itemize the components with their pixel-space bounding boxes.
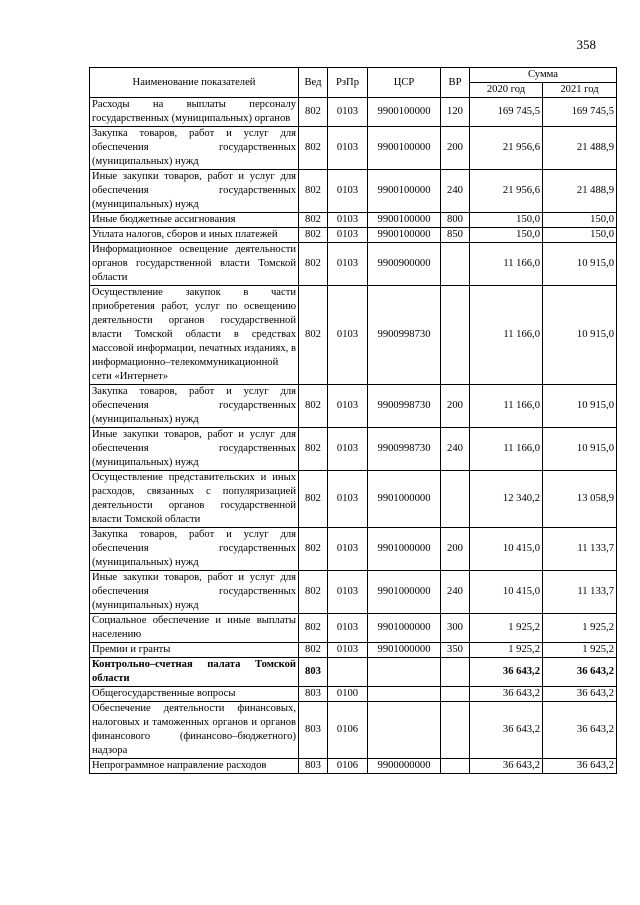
row-vr: 300 bbox=[441, 614, 470, 643]
row-sum-2021: 1 925,2 bbox=[543, 643, 617, 658]
table-row bbox=[90, 759, 617, 774]
row-sum-2021: 11 133,7 bbox=[543, 528, 617, 571]
row-vr: 200 bbox=[441, 385, 470, 428]
row-sum-2021: 36 643,2 bbox=[543, 658, 617, 687]
row-sum-2021: 21 488,9 bbox=[543, 170, 617, 213]
row-csr: 9900998730 bbox=[368, 286, 441, 385]
row-sum-2020: 36 643,2 bbox=[470, 759, 543, 774]
row-csr: 9900100000 bbox=[368, 213, 441, 228]
table-header-row bbox=[90, 68, 617, 83]
row-sum-2021: 36 643,2 bbox=[543, 687, 617, 702]
row-ved: 802 bbox=[299, 428, 328, 471]
header-ved: Вед bbox=[299, 68, 328, 98]
row-name: Закупка товаров, работ и услуг для обеспечения государственных (муниципальных) нужд bbox=[90, 528, 299, 571]
row-name: Социальное обеспечение и иные выплаты населению bbox=[90, 614, 299, 643]
table-row bbox=[90, 228, 617, 243]
header-2020: 2020 год bbox=[470, 83, 543, 98]
table-body bbox=[90, 98, 617, 774]
row-rzpr: 0103 bbox=[328, 213, 368, 228]
row-csr: 9901000000 bbox=[368, 471, 441, 528]
row-csr: 9900100000 bbox=[368, 170, 441, 213]
row-ved: 802 bbox=[299, 170, 328, 213]
table-row bbox=[90, 687, 617, 702]
row-name: Контрольно–счетная палата Томской области bbox=[90, 658, 299, 687]
row-rzpr: 0103 bbox=[328, 170, 368, 213]
row-vr: 850 bbox=[441, 228, 470, 243]
row-name: Закупка товаров, работ и услуг для обеспечения государственных (муниципальных) нужд bbox=[90, 385, 299, 428]
row-vr bbox=[441, 286, 470, 385]
row-sum-2020: 1 925,2 bbox=[470, 614, 543, 643]
table-row bbox=[90, 643, 617, 658]
budget-table bbox=[89, 67, 617, 774]
row-sum-2020: 36 643,2 bbox=[470, 687, 543, 702]
row-vr bbox=[441, 702, 470, 759]
header-rzpr: РзПр bbox=[328, 68, 368, 98]
row-sum-2021: 1 925,2 bbox=[543, 614, 617, 643]
row-sum-2021: 13 058,9 bbox=[543, 471, 617, 528]
row-rzpr: 0103 bbox=[328, 127, 368, 170]
row-vr: 120 bbox=[441, 98, 470, 127]
row-sum-2021: 36 643,2 bbox=[543, 759, 617, 774]
row-ved: 802 bbox=[299, 127, 328, 170]
row-sum-2020: 36 643,2 bbox=[470, 658, 543, 687]
table-row bbox=[90, 170, 617, 213]
row-name: Иные закупки товаров, работ и услуг для обеспечения государственных (муниципальных) нужд bbox=[90, 571, 299, 614]
row-rzpr: 0106 bbox=[328, 759, 368, 774]
row-sum-2020: 11 166,0 bbox=[470, 286, 543, 385]
row-ved: 803 bbox=[299, 658, 328, 687]
row-vr bbox=[441, 687, 470, 702]
row-csr: 9901000000 bbox=[368, 614, 441, 643]
row-vr: 240 bbox=[441, 428, 470, 471]
row-rzpr: 0103 bbox=[328, 228, 368, 243]
row-name: Иные бюджетные ассигнования bbox=[90, 213, 299, 228]
row-rzpr bbox=[328, 658, 368, 687]
row-ved: 802 bbox=[299, 471, 328, 528]
table-row bbox=[90, 528, 617, 571]
row-rzpr: 0103 bbox=[328, 471, 368, 528]
row-vr bbox=[441, 759, 470, 774]
row-sum-2021: 10 915,0 bbox=[543, 286, 617, 385]
table-row bbox=[90, 658, 617, 687]
row-ved: 803 bbox=[299, 702, 328, 759]
row-name: Премии и гранты bbox=[90, 643, 299, 658]
row-vr: 240 bbox=[441, 571, 470, 614]
table-row bbox=[90, 428, 617, 471]
row-sum-2020: 10 415,0 bbox=[470, 571, 543, 614]
row-vr bbox=[441, 658, 470, 687]
row-ved: 802 bbox=[299, 98, 328, 127]
row-csr: 9900100000 bbox=[368, 228, 441, 243]
row-csr: 9901000000 bbox=[368, 571, 441, 614]
row-vr bbox=[441, 471, 470, 528]
row-rzpr: 0103 bbox=[328, 286, 368, 385]
row-sum-2021: 10 915,0 bbox=[543, 385, 617, 428]
row-vr: 350 bbox=[441, 643, 470, 658]
row-sum-2020: 36 643,2 bbox=[470, 702, 543, 759]
row-csr bbox=[368, 687, 441, 702]
row-csr: 9901000000 bbox=[368, 528, 441, 571]
row-sum-2020: 150,0 bbox=[470, 213, 543, 228]
row-sum-2021: 21 488,9 bbox=[543, 127, 617, 170]
row-csr bbox=[368, 702, 441, 759]
table-row bbox=[90, 702, 617, 759]
row-rzpr: 0103 bbox=[328, 614, 368, 643]
row-rzpr: 0103 bbox=[328, 643, 368, 658]
row-ved: 802 bbox=[299, 614, 328, 643]
header-sum: Сумма bbox=[470, 68, 617, 83]
row-sum-2021: 10 915,0 bbox=[543, 243, 617, 286]
row-sum-2020: 21 956,6 bbox=[470, 170, 543, 213]
header-vr: ВР bbox=[441, 68, 470, 98]
row-csr: 9900900000 bbox=[368, 243, 441, 286]
row-rzpr: 0103 bbox=[328, 528, 368, 571]
row-csr: 9900100000 bbox=[368, 98, 441, 127]
row-rzpr: 0103 bbox=[328, 428, 368, 471]
row-rzpr: 0103 bbox=[328, 98, 368, 127]
row-sum-2020: 21 956,6 bbox=[470, 127, 543, 170]
table-row bbox=[90, 213, 617, 228]
row-sum-2021: 36 643,2 bbox=[543, 702, 617, 759]
row-vr: 240 bbox=[441, 170, 470, 213]
row-csr: 9901000000 bbox=[368, 643, 441, 658]
row-csr: 9900998730 bbox=[368, 428, 441, 471]
row-ved: 802 bbox=[299, 243, 328, 286]
row-sum-2020: 12 340,2 bbox=[470, 471, 543, 528]
table-row bbox=[90, 98, 617, 127]
row-csr: 9900998730 bbox=[368, 385, 441, 428]
row-name: Уплата налогов, сборов и иных платежей bbox=[90, 228, 299, 243]
page-number: 358 bbox=[576, 37, 596, 52]
row-name: Информационное освещение деятельности органов государственной власти Томской области bbox=[90, 243, 299, 286]
header-csr: ЦСР bbox=[368, 68, 441, 98]
header-2021: 2021 год bbox=[543, 83, 617, 98]
row-ved: 803 bbox=[299, 759, 328, 774]
table-row bbox=[90, 385, 617, 428]
row-vr: 200 bbox=[441, 528, 470, 571]
row-name: Непрограммное направление расходов bbox=[90, 759, 299, 774]
row-rzpr: 0103 bbox=[328, 243, 368, 286]
table-row bbox=[90, 614, 617, 643]
row-ved: 802 bbox=[299, 571, 328, 614]
row-csr bbox=[368, 658, 441, 687]
row-name: Осуществление закупок в части приобретения работ, услуг по освещению деятельности органов государственной власти Томской области в средствах массовой информации, печатных изданиях, в информационно–телекоммуникационной сети «Интернет» bbox=[90, 286, 299, 385]
row-sum-2021: 11 133,7 bbox=[543, 571, 617, 614]
row-ved: 803 bbox=[299, 687, 328, 702]
row-sum-2021: 150,0 bbox=[543, 213, 617, 228]
row-sum-2020: 169 745,5 bbox=[470, 98, 543, 127]
row-csr: 9900100000 bbox=[368, 127, 441, 170]
row-name: Осуществление представительских и иных расходов, связанных с популяризацией деятельности органов государственной власти Томской области bbox=[90, 471, 299, 528]
row-ved: 802 bbox=[299, 643, 328, 658]
row-sum-2020: 11 166,0 bbox=[470, 428, 543, 471]
row-sum-2021: 10 915,0 bbox=[543, 428, 617, 471]
row-sum-2020: 11 166,0 bbox=[470, 243, 543, 286]
row-ved: 802 bbox=[299, 228, 328, 243]
row-sum-2021: 169 745,5 bbox=[543, 98, 617, 127]
row-name: Иные закупки товаров, работ и услуг для обеспечения государственных (муниципальных) нужд bbox=[90, 170, 299, 213]
row-ved: 802 bbox=[299, 213, 328, 228]
row-sum-2020: 150,0 bbox=[470, 228, 543, 243]
row-rzpr: 0106 bbox=[328, 702, 368, 759]
row-rzpr: 0103 bbox=[328, 385, 368, 428]
row-sum-2020: 1 925,2 bbox=[470, 643, 543, 658]
row-rzpr: 0100 bbox=[328, 687, 368, 702]
table-row bbox=[90, 571, 617, 614]
row-sum-2020: 11 166,0 bbox=[470, 385, 543, 428]
table-row bbox=[90, 127, 617, 170]
header-name: Наименование показателей bbox=[90, 68, 299, 98]
row-ved: 802 bbox=[299, 286, 328, 385]
row-name: Общегосударственные вопросы bbox=[90, 687, 299, 702]
table-row bbox=[90, 286, 617, 385]
row-vr: 200 bbox=[441, 127, 470, 170]
row-vr: 800 bbox=[441, 213, 470, 228]
row-sum-2020: 10 415,0 bbox=[470, 528, 543, 571]
row-ved: 802 bbox=[299, 528, 328, 571]
table-row bbox=[90, 471, 617, 528]
row-name: Расходы на выплаты персоналу государственных (муниципальных) органов bbox=[90, 98, 299, 127]
row-vr bbox=[441, 243, 470, 286]
row-name: Иные закупки товаров, работ и услуг для обеспечения государственных (муниципальных) нужд bbox=[90, 428, 299, 471]
row-sum-2021: 150,0 bbox=[543, 228, 617, 243]
row-name: Обеспечение деятельности финансовых, налоговых и таможенных органов и органов финансового (финансово–бюджетного) надзора bbox=[90, 702, 299, 759]
table-row bbox=[90, 243, 617, 286]
row-csr: 9900000000 bbox=[368, 759, 441, 774]
row-rzpr: 0103 bbox=[328, 571, 368, 614]
row-name: Закупка товаров, работ и услуг для обеспечения государственных (муниципальных) нужд bbox=[90, 127, 299, 170]
row-ved: 802 bbox=[299, 385, 328, 428]
